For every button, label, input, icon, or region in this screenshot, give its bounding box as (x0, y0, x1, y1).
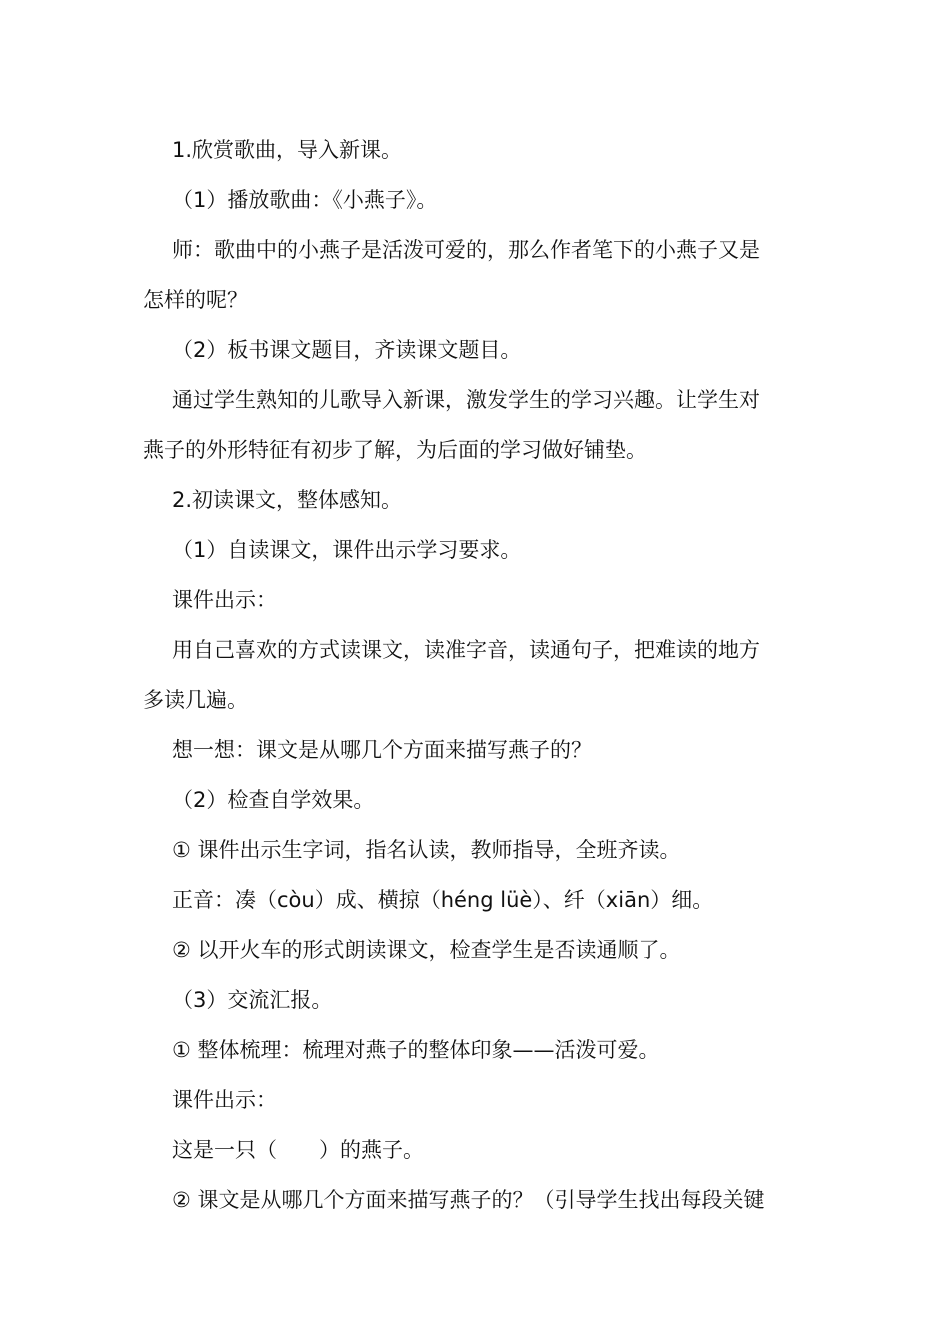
vocabulary-activity: ① 课件出示生字词，指名认读，教师指导，全班齐读。 (172, 838, 681, 862)
aspects-question: ② 课文是从哪几个方面来描写燕子的？（引导学生找出每段关键 (172, 1188, 765, 1212)
design-intent-line-2: 燕子的外形特征有初步了解，为后面的学习做好铺垫。 (143, 438, 647, 462)
think-question: 想一想：课文是从哪几个方面来描写燕子的？ (172, 738, 592, 762)
fill-in-blank-sentence: 这是一只（ ）的燕子。 (172, 1138, 424, 1162)
reading-requirement-line-2: 多读几遍。 (143, 688, 248, 712)
step-1-heading: 1.欣赏歌曲，导入新课。 (172, 138, 403, 162)
step-1-item-1: （1）播放歌曲：《小燕子》。 (172, 188, 438, 212)
teacher-question-line-2: 怎样的呢？ (143, 288, 248, 312)
step-1-item-2: （2）板书课文题目，齐读课文题目。 (172, 338, 522, 362)
step-2-heading: 2.初读课文，整体感知。 (172, 488, 403, 512)
courseware-label-1: 课件出示： (172, 588, 277, 612)
teacher-question-line-1: 师：歌曲中的小燕子是活泼可爱的，那么作者笔下的小燕子又是 (172, 238, 760, 262)
overall-impression: ① 整体梳理：梳理对燕子的整体印象——活泼可爱。 (172, 1038, 660, 1062)
courseware-label-2: 课件出示： (172, 1088, 277, 1112)
reading-requirement-line-1: 用自己喜欢的方式读课文，读准字音，读通句子，把难读的地方 (172, 638, 760, 662)
design-intent-line-1: 通过学生熟知的儿歌导入新课，激发学生的学习兴趣。让学生对 (172, 388, 760, 412)
relay-reading-activity: ② 以开火车的形式朗读课文，检查学生是否读通顺了。 (172, 938, 681, 962)
step-2-item-2: （2）检查自学效果。 (172, 788, 375, 812)
step-2-item-1: （1）自读课文，课件出示学习要求。 (172, 538, 522, 562)
step-2-item-3: （3）交流汇报。 (172, 988, 333, 1012)
pronunciation-correction: 正音：凑（còu）成、横掠（héng lüè）、纤（xiān）细。 (172, 888, 714, 912)
